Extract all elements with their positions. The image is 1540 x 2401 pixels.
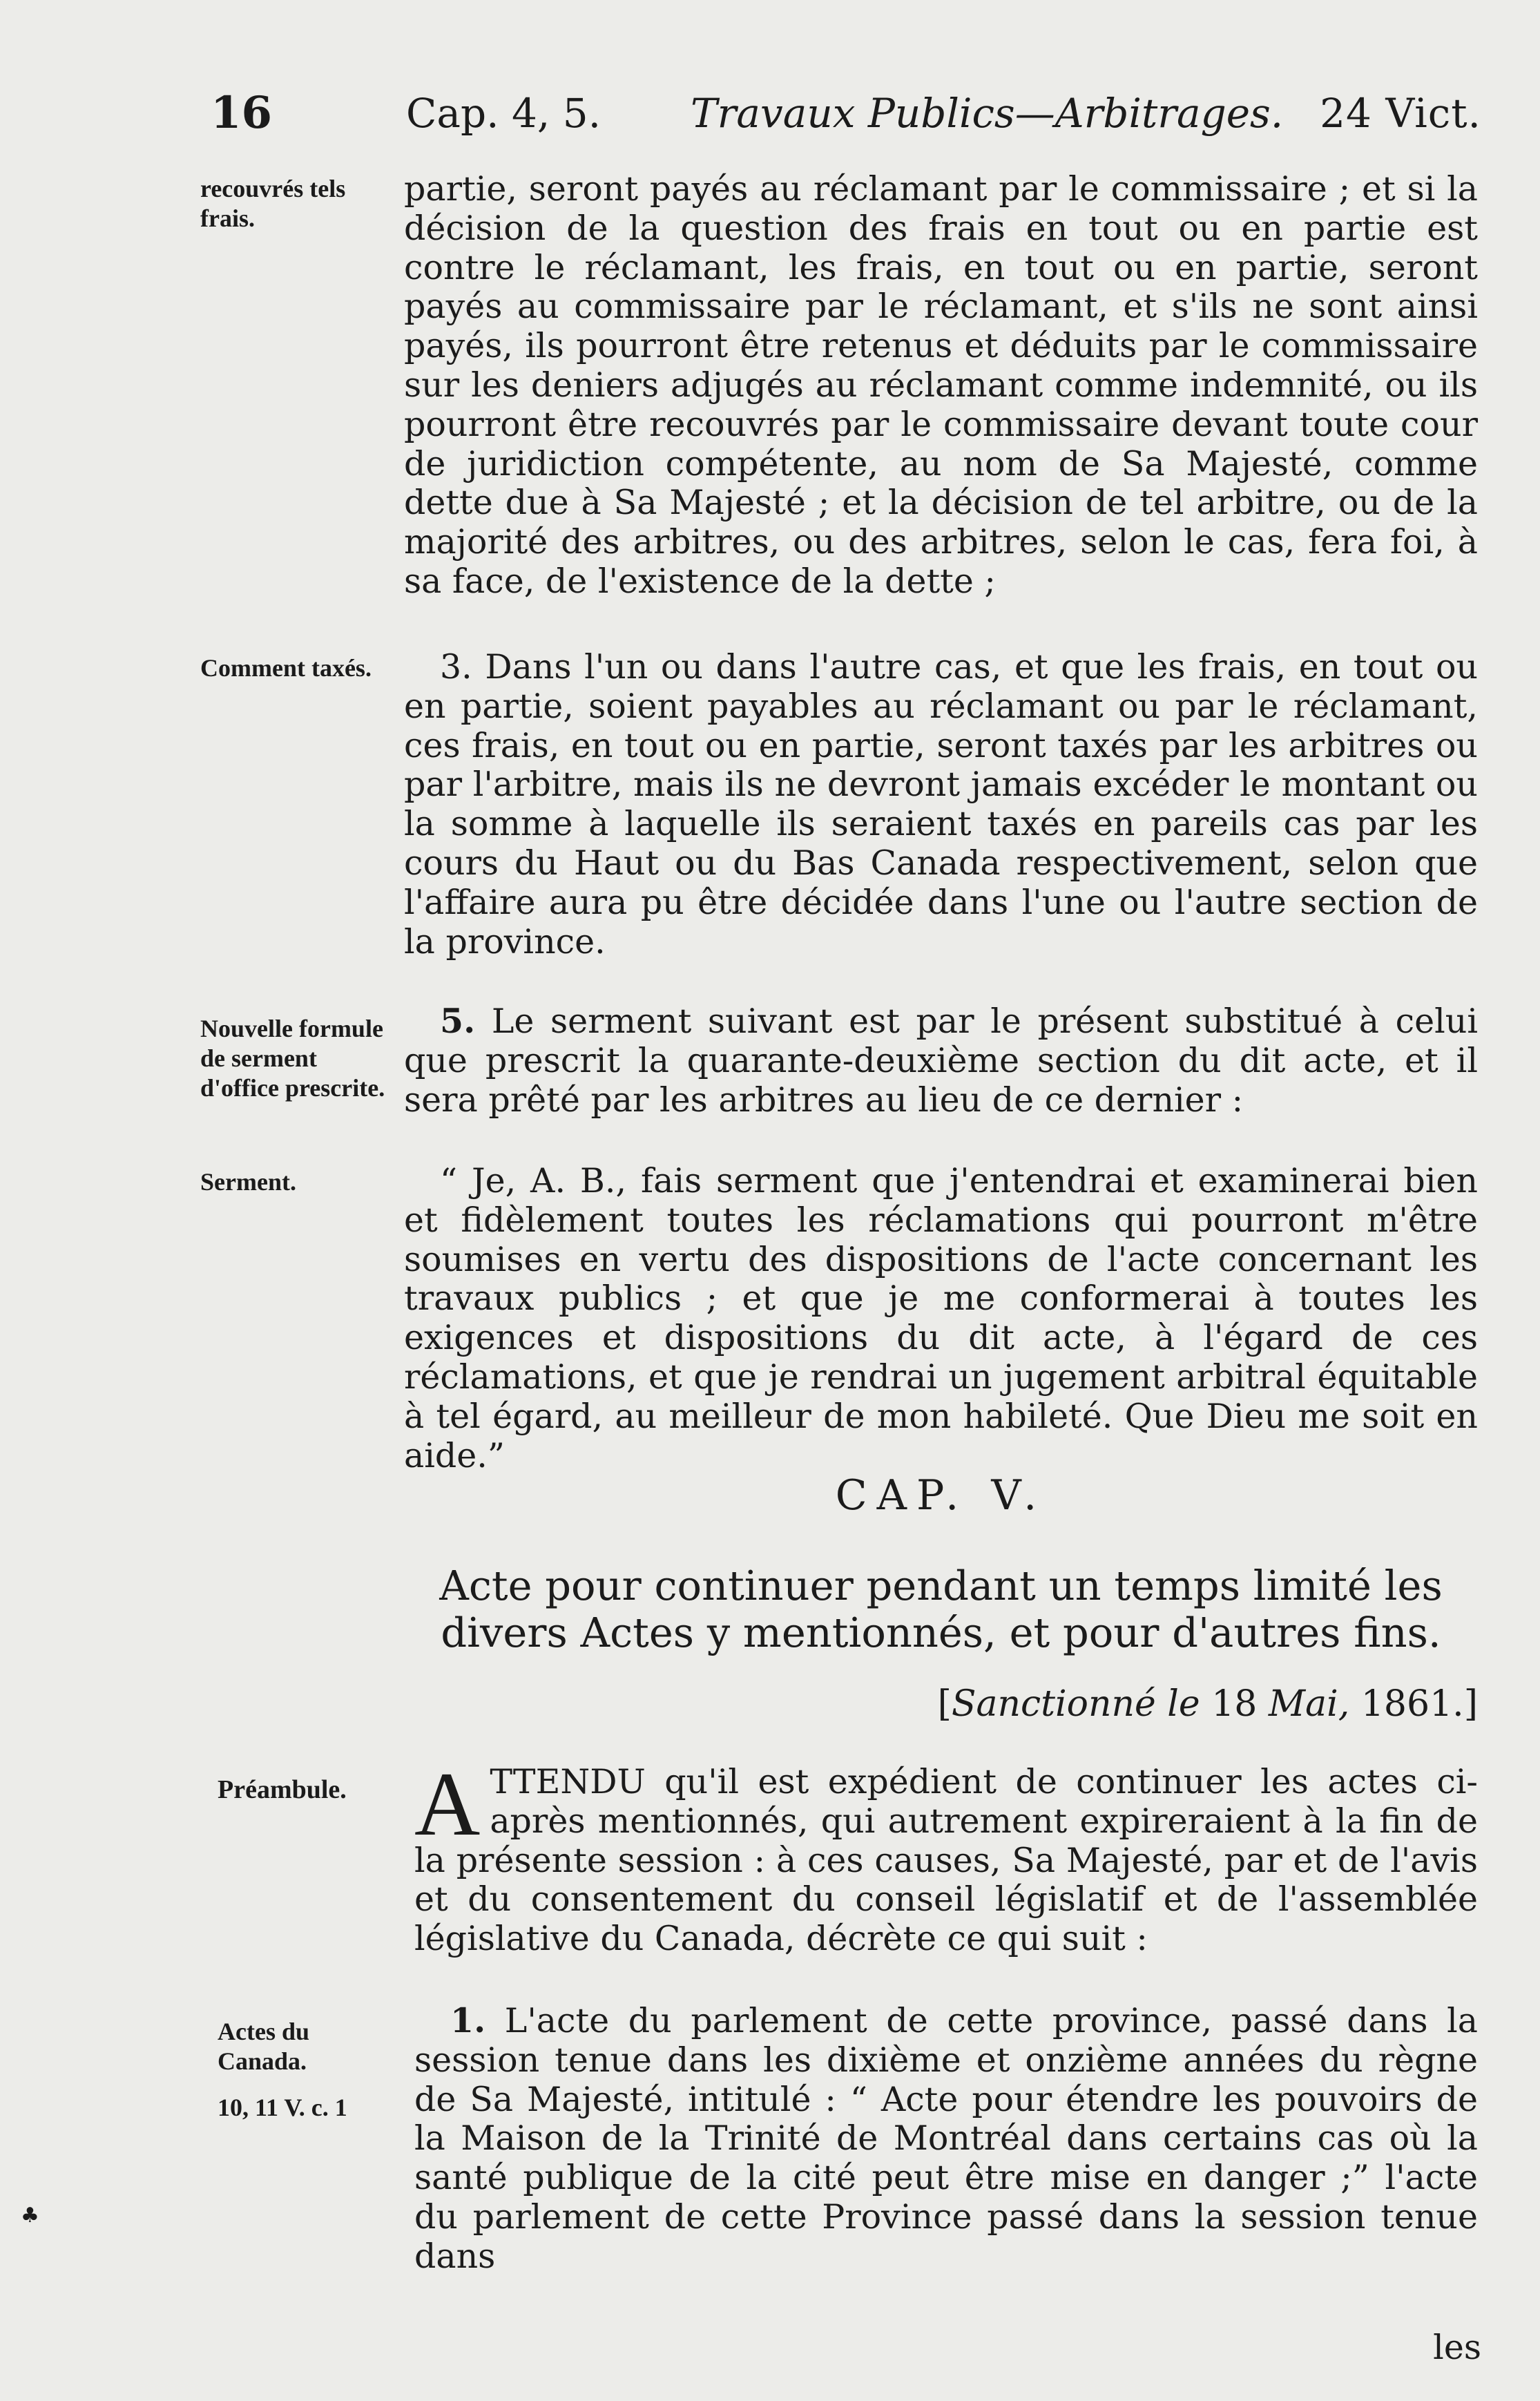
chapter-reference: Cap. 4, 5. [406,90,601,137]
sanction-date [938,1683,1478,1725]
running-header [211,87,1481,142]
margin-note-preambule: Préambule. [218,1775,347,1804]
section-number: 5. [440,1001,476,1041]
paragraph-section-3: 3. Dans l'un ou dans l'autre cas, et que les frais, en tout ou en partie, soient payables au réclamant ou par le réclamant, ces frais, en tout ou en partie, seront taxés par les arbitres ou par l'arbitre, mais ils ne devront jamais excéder le montant ou la somme à laquelle ils seraient taxés en pareils cas par les cours du Haut ou du Bas Canada respectivement, selon que l'affaire aura pu être décidée dans l'une ou l'autre section de la province. [404,647,1478,962]
sanction-day: 18 [1211,1683,1258,1725]
act-title: Acte pour continuer pendant un temps limité les divers Actes y mentionnés, et pour d'autres fins. [439,1562,1443,1656]
paragraph-preamble [414,1753,1478,1959]
paragraph-section-1 [414,2001,1478,2277]
margin-note-statute-ref: 10, 11 V. c. 1 [218,2094,347,2121]
paragraph-section-5 [404,1002,1478,1120]
section-text: L'acte du parlement de cette province, passé dans la session tenue dans les dixième et onzième années du règne de Sa Majesté, intitulé : “ Acte pour étendre les pouvoirs de la Maison de la Trinité de Montréal dans certains cas où la santé publique de la cité peut être mise en danger ;” l'acte du parlement de cette Province passé dans la session tenue dans [414,2001,1478,2276]
section-number: 1. [450,2000,486,2040]
chapter-heading: CAP. V. [835,1471,1047,1520]
sanction-bracket: [ [937,1683,952,1725]
margin-note-actes-du-canada: Actes du Canada. [218,2018,309,2075]
running-title: Travaux Publics—Arbitrages. [691,90,1284,137]
section-text: Le serment suivant est par le présent substitué à celui que prescrit la quarante-deuxième section du dit acte, et il sera prêté par les arbitres au lieu de ce dernier : [404,1002,1479,1120]
stray-mark: ♣ [21,2203,39,2228]
regnal-year: 24 Vict. [1320,90,1481,137]
sanction-month: Mai, [1268,1683,1350,1725]
catchword: les [1433,2328,1481,2367]
paragraph-frais-continuation: partie, seront payés au réclamant par le commissaire ; et si la décision de la question des frais en tout ou en partie est contre le réclamant, les frais, en tout ou en partie, seront payés au commissaire par le réclamant, et s'ils ne sont ainsi payés, ils pourront être retenus et déduits par le commissaire sur les deniers adjugés au réclamant comme indemnité, ou ils pourront être recouvrés par le commissaire devant toute cour de juridiction compétente, au nom de Sa Majesté, comme dette due à Sa Majesté ; et la décision de tel arbitre, ou de la majorité des arbitres, ou des arbitres, selon le cas, fera foi, à sa face, de l'existence de la dette ; [404,169,1478,601]
sanction-label: Sanctionné le [951,1683,1200,1725]
drop-cap: A [414,1753,481,1855]
margin-note-recouvres: recouvrés tels frais. [200,175,346,232]
margin-note-serment: Serment. [200,1168,296,1196]
preamble-text: TTENDU qu'il est expédient de continuer les actes ci-après mentionnés, qui autrement expireraient à la fin de la présente session : à ces causes, Sa Majesté, par et de l'avis et du consentement du conseil législatif et de l'assemblée législative du Canada, décrète ce qui suit : [414,1762,1478,1959]
margin-note-comment-taxes: Comment taxés. [200,654,372,682]
paragraph-oath: “ Je, A. B., fais serment que j'entendrai et examinerai bien et fidèlement toutes les réclamations qui pourront m'être soumises en vertu des dispositions de l'acte concernant les travaux publics ; et que je me conformerai à toutes les exigences et dispositions du dit acte, à l'égard de ces réclamations, et que je rendrai un jugement arbitral équitable à tel égard, au meilleur de mon habileté. Que Dieu me soit en aide.” [404,1161,1478,1475]
sanction-year: 1861.] [1360,1683,1478,1725]
margin-note-nouvelle-formule: Nouvelle formule de serment d'office prescrite. [200,1015,385,1102]
page-number: 16 [211,87,273,139]
